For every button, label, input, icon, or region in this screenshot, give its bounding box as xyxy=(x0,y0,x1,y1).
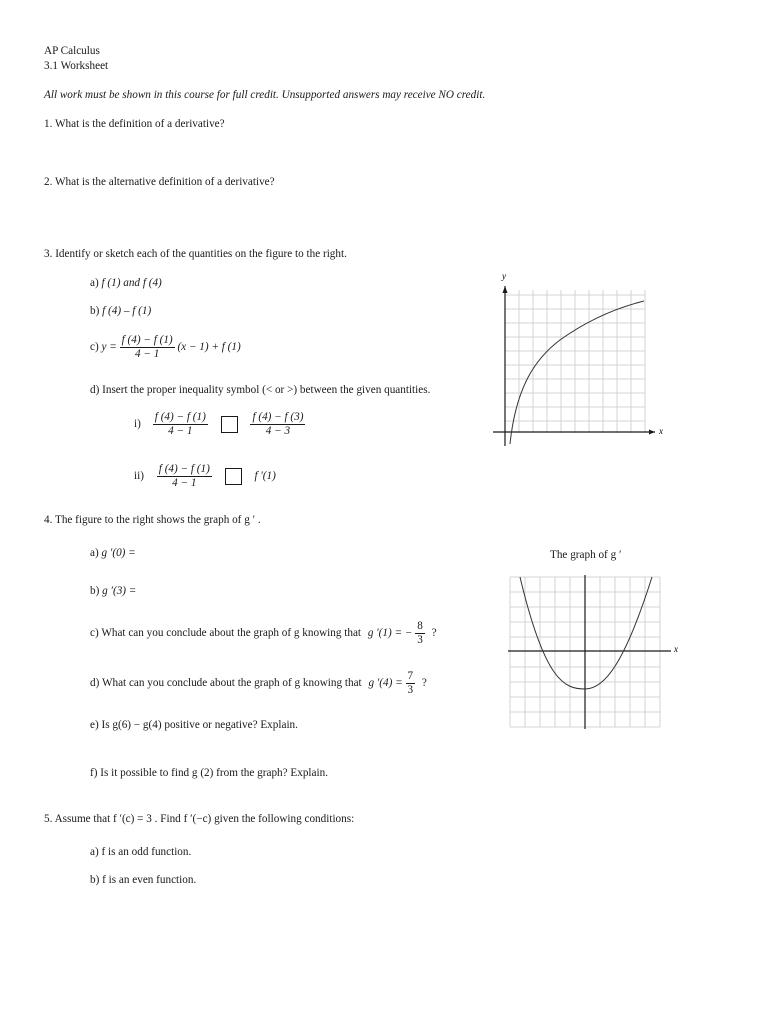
part-label: d) xyxy=(90,676,100,689)
course-title: AP Calculus xyxy=(44,45,100,57)
part-text: What can you conclude about the graph of g knowing that xyxy=(101,626,362,639)
denominator: 3 xyxy=(407,683,414,696)
c-tail: (x − 1) + f (1) xyxy=(177,340,241,353)
part-label: b) xyxy=(90,874,100,886)
d-ii-rhs: f ′(1) xyxy=(254,469,276,482)
denominator: 4 − 1 xyxy=(168,424,193,437)
d-ii-left-fraction xyxy=(157,463,212,490)
part-label: a) xyxy=(90,547,99,559)
numerator: f (4) − f (1) xyxy=(154,411,206,423)
d-i-right-fraction xyxy=(250,411,305,438)
q3-part-b xyxy=(90,305,151,317)
q5-part-b xyxy=(90,874,196,886)
q4-graph-title: The graph of g ′ xyxy=(550,549,622,561)
numerator: 7 xyxy=(407,670,414,682)
part-text: Is it possible to find g (2) from the graph? Explain. xyxy=(100,767,328,779)
part-label: e) xyxy=(90,719,99,731)
function-curve xyxy=(510,301,644,444)
q4-part-a xyxy=(90,547,136,559)
part-text: g ′(3) = xyxy=(102,585,137,597)
q4-part-d xyxy=(90,670,427,697)
question-mark: ? xyxy=(421,676,427,689)
q4-figure xyxy=(505,572,683,732)
part-text: What can you conclude about the graph of g knowing that xyxy=(101,676,362,689)
instructions: All work must be shown in this course for full credit. Unsupported answers may receive NO credit. xyxy=(44,89,486,101)
part-text: f (4) – f (1) xyxy=(102,305,152,317)
q3-part-a xyxy=(90,277,162,289)
q3-part-d xyxy=(90,384,430,396)
q3-d-ii xyxy=(134,463,276,490)
x-axis-label: x xyxy=(674,644,678,654)
numerator: f (4) − f (1) xyxy=(158,463,210,475)
q3-d-i xyxy=(134,411,305,438)
y-axis-label: y xyxy=(502,271,506,281)
inequality-answer-box[interactable] xyxy=(225,468,242,485)
sub-label: ii) xyxy=(134,469,144,482)
y-axis-arrow xyxy=(503,286,508,293)
d-i-left-fraction xyxy=(153,411,208,438)
part-label: c) xyxy=(90,340,99,353)
inequality-answer-box[interactable] xyxy=(221,416,238,433)
part-text: g ′(0) = xyxy=(101,547,136,559)
question-2: 2. What is the alternative definition of a derivative? xyxy=(44,176,275,188)
d-expr: g ′(4) = xyxy=(368,676,403,689)
question-5: 5. Assume that f ′(c) = 3 . Find f ′(−c) given the following conditions: xyxy=(44,813,355,825)
numerator: f (4) − f (3) xyxy=(252,411,304,423)
c-fraction xyxy=(120,334,175,361)
q4-part-f xyxy=(90,767,328,779)
denominator: 4 − 1 xyxy=(172,476,197,489)
q4-part-e xyxy=(90,719,298,731)
c-denominator: 4 − 1 xyxy=(134,347,160,360)
question-mark: ? xyxy=(431,626,437,639)
part-text: f is an odd function. xyxy=(101,846,192,858)
part-text: f is an even function. xyxy=(102,874,197,886)
part-label: a) xyxy=(90,277,99,289)
part-text: f (1) and f (4) xyxy=(101,277,162,289)
part-label: b) xyxy=(90,305,100,317)
grid xyxy=(505,290,645,433)
denominator: 4 − 3 xyxy=(265,424,291,437)
part-text: Is g(6) − g(4) positive or negative? Explain. xyxy=(101,719,298,731)
q4-part-b xyxy=(90,585,136,597)
q4-part-c xyxy=(90,620,437,647)
numerator: 8 xyxy=(417,620,423,632)
x-axis-arrow xyxy=(649,430,655,435)
question-4: 4. The figure to the right shows the graph of g ′ . xyxy=(44,514,261,526)
part-label: b) xyxy=(90,585,100,597)
q3-figure xyxy=(488,268,673,453)
q5-part-a xyxy=(90,846,191,858)
c-numerator: f (4) − f (1) xyxy=(121,334,173,346)
d-fraction xyxy=(406,670,416,697)
denominator: 3 xyxy=(417,633,423,646)
x-axis-label: x xyxy=(659,426,663,436)
part-label: a) xyxy=(90,846,99,858)
part-label: d) xyxy=(90,384,100,396)
part-label: f) xyxy=(90,767,98,779)
question-3: 3. Identify or sketch each of the quantities on the figure to the right. xyxy=(44,248,347,260)
part-text: Insert the proper inequality symbol (< or >) between the given quantities. xyxy=(102,384,431,396)
q3-part-c xyxy=(90,334,241,361)
c-fraction xyxy=(415,620,425,647)
c-lhs: y = xyxy=(101,340,117,353)
c-expr: g ′(1) = − xyxy=(367,626,413,639)
part-label: c) xyxy=(90,626,99,639)
question-1: 1. What is the definition of a derivative? xyxy=(44,118,225,130)
sub-label: i) xyxy=(134,417,141,430)
worksheet-title: 3.1 Worksheet xyxy=(44,60,109,72)
